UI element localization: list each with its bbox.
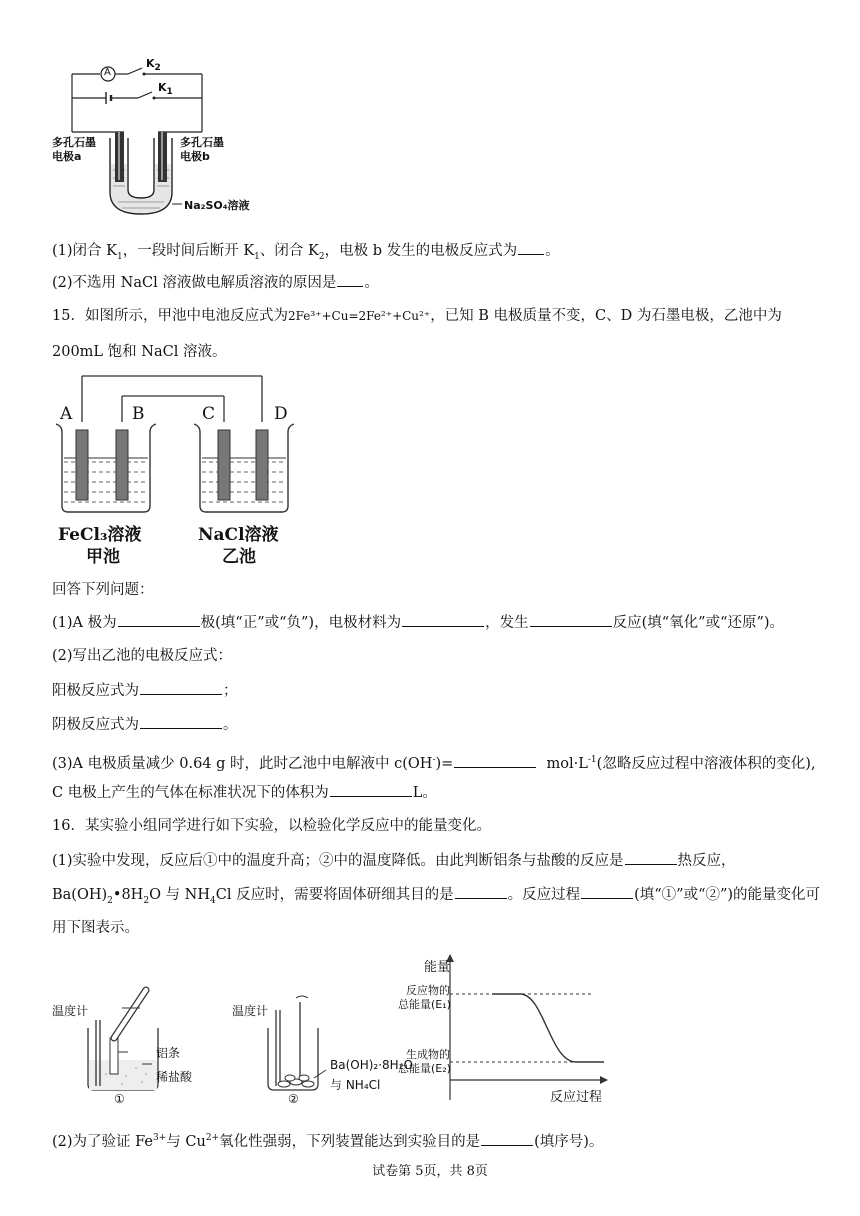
q14-p1-c: 、闭合 K [259,243,319,259]
solution-label: Na₂SO₄溶液 [184,199,250,212]
electrode-a-label-line1: 多孔石墨 [52,136,96,149]
q15-part3-line1 [52,750,816,774]
q16-q2-sup2: 2+ [205,1133,220,1143]
q16-q1-h: (填“①”或“②”)的能量变化可 [634,887,821,903]
q15-stem-a: 15．如图所示，甲池中电池反应式为 [52,308,288,324]
q15-q3-f: L。 [412,785,437,801]
thermometer-label-2: 温度计 [232,1004,269,1018]
q15-stem-line1 [52,306,782,326]
electrode-a-label-line2: 电极a [52,150,82,163]
q15-anode-line [52,680,238,701]
page-footer: 试卷第 5页，共 8页 [372,1164,488,1179]
q15-anode-blank[interactable] [140,680,222,695]
q15-cathode-label: 阴极反应式为 [52,717,139,733]
q15-stem-line2: 200mL 饱和 NaCl 溶液。 [52,344,227,360]
q14-p2-b: 。 [364,275,379,291]
q15-q3-blank1[interactable] [454,753,536,768]
q16-q1-blank3[interactable] [581,884,633,899]
q16-q1-f: Cl 反应时，需要将固体研细其目的是 [215,887,454,903]
left-solution-label: FeCl₃溶液 [58,525,142,545]
q15-anode-end: ； [223,683,238,699]
q15-q1-c: ，发生 [485,615,529,631]
q15-q3-b: )= [435,755,454,772]
q16-q2-c: 氧化性强弱，下列装置能达到实验目的是 [219,1133,481,1150]
al-strip-label: 铝条 [156,1046,181,1060]
q15-q3-e: C 电极上产生的气体在标准状况下的体积为 [52,785,329,801]
k2-label-sub: 2 [154,63,161,74]
q15-q3-c: mol·L [546,755,588,772]
right-solution-label: NaCl溶液 [198,525,279,545]
electrode-b-label-line2: 电极b [180,150,210,163]
experiment-figure [52,950,612,1110]
q16-q2-a: (2)为了验证 Fe [52,1133,153,1150]
k2-label [146,57,161,73]
q15-anode-label: 阳极反应式为 [52,683,139,699]
baoh-label: Ba(OH)₂·8H₂O [330,1058,413,1072]
q16-q1-blank2[interactable] [455,884,507,899]
product-energy-label-2: 总能量(E₂) [398,1062,451,1075]
q15-reaction: 2Fe³⁺+Cu=2Fe²⁺+Cu²⁺ [287,309,431,323]
electrode-c-tag: C [202,404,216,424]
q16-q1-g: 。反应过程 [507,887,581,903]
q15-q3-sup: - [432,755,436,765]
q16-part2 [52,1128,603,1152]
q15-q1-b: 极(填“正”或“负”)，电极材料为 [200,615,402,631]
q16-stem: 16．某实验小组同学进行如下实验，以检验化学反应中的能量变化。 [52,818,491,834]
q15-q3-d: (忽略反应过程中溶液体积的变化), [596,755,816,772]
q14-p1-d: ，电极 b 发生的电极反应式为 [324,243,518,259]
q14-p1-e: 。 [545,243,560,259]
electrode-b-tag: B [132,404,145,424]
k1-label-text: K [158,81,167,94]
q15-q3-blank2[interactable] [330,782,412,797]
q16-q1-a: (1)实验中发现，反应后①中的温度升高；②中的温度降低。由此判断铝条与盐酸的反应是 [52,853,624,869]
q15-q1-blank1[interactable] [118,612,200,627]
q15-part2: (2)写出乙池的电极反应式： [52,648,233,664]
q16-part1-line1 [52,850,736,871]
q15-answer-prompt: 回答下列问题： [52,582,154,598]
q14-part2 [52,272,379,293]
q14-part1 [52,240,560,267]
electrode-d-tag: D [274,404,288,424]
q15-part1 [52,612,784,633]
reactant-energy-label-1: 反应物的 [406,984,450,997]
q14-p1-k1b-sub: 1 [254,251,260,262]
reactant-energy-label-2: 总能量(E₁) [398,998,451,1011]
q15-cathode-blank[interactable] [140,714,222,729]
q14-p1-k1-sub: 1 [116,251,123,262]
beaker-2-number: ② [288,1092,299,1106]
q16-q1-b: 热反应， [677,853,736,869]
q16-q1-c-sub: 2 [107,895,113,906]
k2-label-text: K [146,57,155,70]
ammeter-label: A [104,67,111,78]
q16-part1-line2 [52,884,820,911]
q15-q1-d: 反应(填“氧化”或“还原”)。 [612,615,785,631]
q15-stem-b: ，已知 B 电极质量不变，C、D 为石墨电极，乙池中为 [430,308,782,324]
nh4cl-label: 与 NH₄Cl [330,1078,381,1092]
q16-q2-b: 与 Cu [166,1133,206,1150]
q15-q1-blank2[interactable] [402,612,484,627]
k1-label [158,81,173,97]
q16-q1-d: •8H [112,887,144,903]
u-tube-electrolysis-figure [48,52,268,222]
q15-cathode-line [52,714,238,735]
q16-q2-sup1: 3+ [153,1133,167,1143]
k1-label-sub: 1 [166,87,173,98]
q16-q2-d: (填序号)。 [534,1133,604,1150]
q16-q1-c: Ba(OH) [52,887,108,903]
q14-p1-a: (1)闭合 K [52,243,117,259]
q15-part3-line2 [52,782,437,803]
graph-y-axis-label: 能量 [424,960,451,975]
q14-p1-answer-blank[interactable] [518,240,544,255]
q16-q1-e-sub: 4 [210,895,216,906]
q16-q2-blank[interactable] [481,1131,533,1146]
hcl-label: 稀盐酸 [156,1070,193,1084]
beaker-1-number: ① [114,1092,125,1106]
left-cell-label: 甲池 [86,547,120,567]
graph-x-axis-label: 反应过程 [550,1090,603,1105]
q15-q3-a: (3)A 电极质量减少 0.64 g 时，此时乙池中电解液中 c(OH [52,755,433,772]
q15-q1-a: (1)A 极为 [52,615,117,631]
product-energy-label-1: 生成物的 [406,1048,450,1061]
q14-p2-a: (2)不选用 NaCl 溶液做电解质溶液的原因是 [52,275,337,291]
q16-q1-e: O 与 NH [149,887,211,903]
two-cell-figure [52,372,302,572]
q16-q1-blank1[interactable] [625,850,677,865]
q15-cathode-end: 。 [223,717,238,733]
q14-p1-k2-sub: 2 [318,251,325,262]
q15-q3-sup2: -1 [587,755,597,765]
q14-p1-b: ，一段时间后断开 K [122,243,255,259]
q15-q1-blank3[interactable] [530,612,612,627]
q16-part1-line3: 用下图表示。 [52,920,139,936]
right-cell-label: 乙池 [222,547,256,567]
electrode-b-label-line1: 多孔石墨 [180,136,224,149]
electrode-a-tag: A [60,404,73,424]
thermometer-label-1: 温度计 [52,1004,89,1018]
q16-q1-d-sub: 2 [143,895,150,906]
q14-p2-answer-blank[interactable] [337,272,363,287]
